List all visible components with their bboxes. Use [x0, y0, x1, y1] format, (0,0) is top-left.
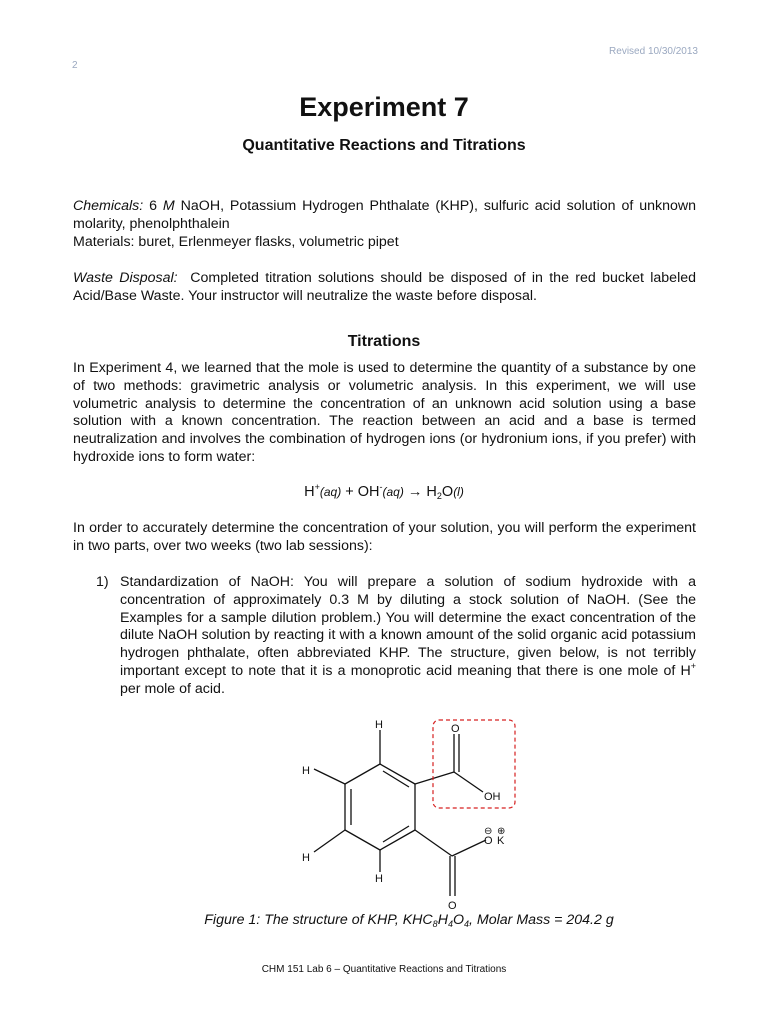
- h-bond: [314, 830, 345, 852]
- caption-mid2: O: [452, 912, 464, 928]
- neutralization-equation: [0, 484, 768, 500]
- chemicals-unit: M: [162, 198, 175, 214]
- hydroxyl-bond: [454, 772, 483, 792]
- h-bond: [314, 769, 345, 784]
- eq-oh-charge: -: [379, 482, 383, 492]
- chemicals-text: NaOH, Potassium Hydrogen Phthalate (KHP), sulfuric acid solution of unknown molarity, phenolphthalein: [73, 198, 696, 232]
- eq-plus: +: [341, 484, 358, 500]
- ring-bond: [345, 830, 380, 850]
- ring-bond: [380, 764, 415, 784]
- list-number: 1): [96, 574, 109, 590]
- eq-h: H: [304, 484, 315, 500]
- list-text-after: per mole of acid.: [120, 680, 225, 697]
- carbonyl-bond: [415, 772, 454, 784]
- page-footer: CHM 151 Lab 6 – Quantitative Reactions and Titrations: [261, 964, 507, 975]
- list-text-before: Standardization of NaOH: You will prepare a solution of sodium hydroxide with a concentration of approximately 0.3 M by diluting a stock solution of NaOH. (See the Examples for a sample dilution problem.) You will determine the exact concentration of the dilute NaOH solution by reacting it with a known amount of the solid organic acid potassium hydrogen phthalate, often abbreviated KHP. The structure, given below, is not terribly important except to note that it is a monoprotic acid meaning that there is one mole of H: [120, 574, 696, 679]
- atom-k: K: [497, 835, 505, 847]
- atom-h-top: H: [375, 719, 383, 731]
- ring-bond: [345, 764, 380, 784]
- carboxylate-bond: [415, 830, 452, 856]
- parts-intro-paragraph: In order to accurately determine the concentration of your solution, you will perform the experiment in two parts, over two weeks (two lab sessions):: [73, 520, 696, 554]
- eq-water-state: (l): [453, 485, 464, 499]
- caption-sub1: 8: [432, 919, 438, 929]
- chemicals-molarity: 6: [149, 198, 157, 214]
- ring-double-bond: [383, 826, 409, 842]
- atom-o-top: O: [451, 723, 460, 735]
- o-minus-charge: ⊖: [484, 826, 493, 837]
- atom-oh: OH: [484, 791, 501, 803]
- eq-water-o: O: [441, 484, 454, 500]
- figure-caption: [0, 912, 768, 928]
- waste-paragraph: [73, 270, 696, 306]
- waste-label: Waste Disposal:: [73, 270, 178, 286]
- eq-arrow: →: [403, 484, 427, 500]
- materials-paragraph: Materials: buret, Erlenmeyer flasks, volumetric pipet: [73, 234, 399, 250]
- intro-paragraph: In Experiment 4, we learned that the mole is used to determine the quantity of a substance by one of two methods: gravimetric analysis or volumetric analysis. In this experiment, we will use volumetric analysis to determine the concentration of an unknown acid solution using a base solution with a known concentration. The reaction between an acid and a base is termed neutralization and involves the combination of hydrogen ions (or hydronium ions, if you prefer) with hydroxide ions to form water:: [73, 360, 696, 465]
- list-superscript: +: [690, 660, 696, 671]
- chemicals-label: Chemicals:: [73, 198, 144, 214]
- eq-water-h: H: [426, 484, 437, 500]
- section-title-titrations: Titrations: [347, 333, 421, 350]
- eq-h-state: (aq): [319, 485, 342, 499]
- atom-h-left-upper: H: [302, 765, 310, 777]
- caption-before: Figure 1: The structure of KHP, KHC: [204, 912, 433, 928]
- page-subtitle: Quantitative Reactions and Titrations: [242, 137, 526, 154]
- waste-text: Completed titration solutions should be disposed of in the red bucket labeled Acid/Base Waste. Your instructor will neutralize the waste before disposal.: [73, 270, 696, 304]
- atom-h-bottom: H: [375, 873, 383, 885]
- eq-water-sub: 2: [436, 491, 442, 501]
- caption-after: , Molar Mass = 204.2 g: [469, 912, 614, 928]
- carboxylic-acid-highlight-box: [433, 720, 515, 808]
- eq-oh: OH: [357, 484, 380, 500]
- eq-h-charge: +: [314, 482, 320, 492]
- caption-mid1: H: [437, 912, 448, 928]
- atom-o-bottom: O: [448, 900, 457, 912]
- caption-sub3: 4: [464, 919, 470, 929]
- list-text: [120, 574, 696, 699]
- carboxylate-o-bond: [452, 840, 486, 856]
- atom-o-carboxylate: O: [484, 835, 493, 847]
- k-plus-charge: ⊕: [497, 826, 506, 837]
- page-number: 2: [72, 60, 78, 71]
- caption-sub2: 4: [447, 919, 453, 929]
- atom-h-left-lower: H: [302, 852, 310, 864]
- page-title: Experiment 7: [299, 92, 469, 122]
- benzene-ring: [314, 730, 486, 896]
- khp-structure-diagram: [280, 712, 540, 912]
- revised-date: Revised 10/30/2013: [609, 46, 698, 57]
- chemicals-paragraph: [73, 198, 696, 234]
- eq-oh-state: (aq): [382, 485, 404, 499]
